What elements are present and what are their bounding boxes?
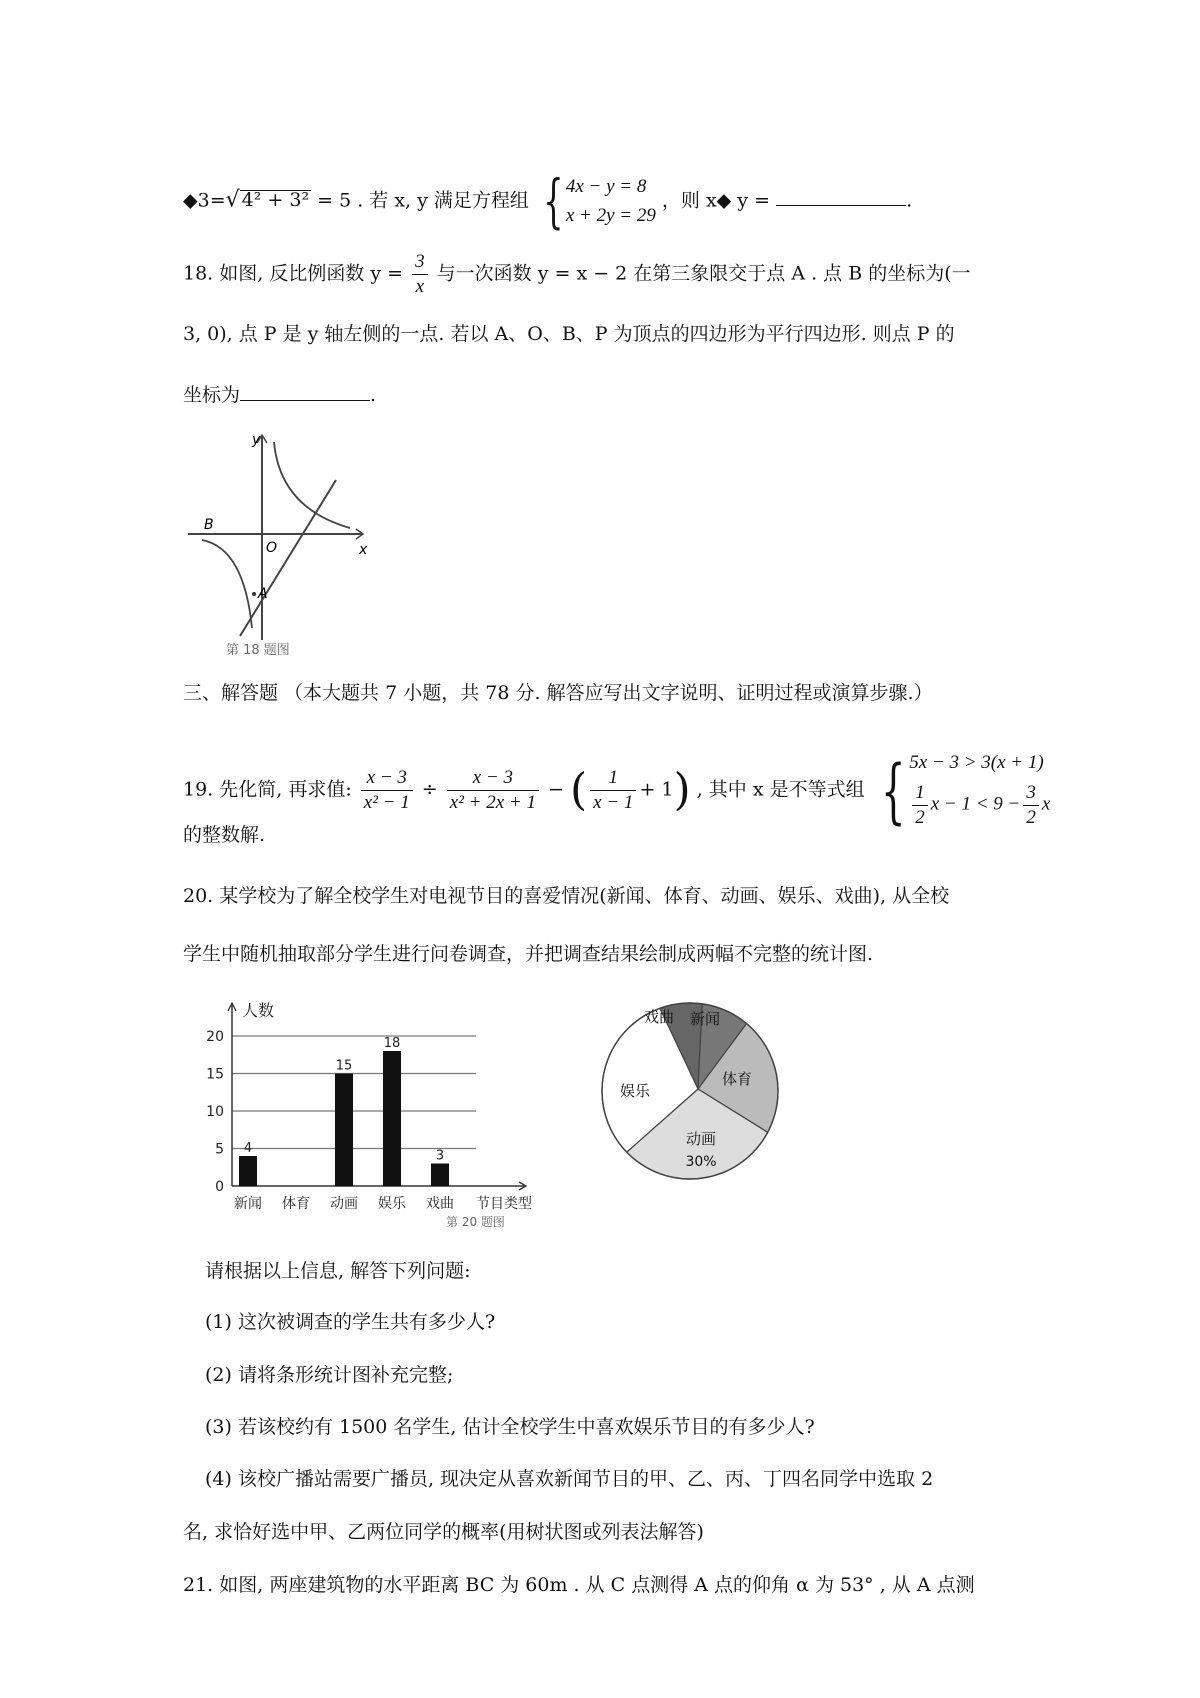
bar-ytick-label: 0 — [215, 1179, 224, 1195]
q20-sub1: (1) 这次被调查的学生共有多少人? — [205, 1311, 496, 1333]
q18-fraction — [412, 250, 428, 299]
q18-line2: 3, 0), 点 P 是 y 轴左侧的一点. 若以 A、O、B、P 为顶点的四边形为平行四边形. 则点 P 的 — [183, 323, 955, 345]
q18-caption: 第 18 题图 — [226, 643, 290, 658]
q18-figure — [182, 428, 372, 660]
q18-label-y: y — [252, 432, 261, 448]
q18-frac-num: 3 — [412, 250, 428, 275]
q19-ineq2 — [909, 781, 1050, 830]
q18-line1-b: 与一次函数 y = x − 2 在第三象限交于点 A . 点 B 的坐标为(一 — [436, 262, 971, 285]
q18-line1-a: 18. 如图, 反比例函数 y = — [183, 262, 404, 285]
bar-data-label: 3 — [435, 1148, 445, 1164]
q18-label-A: A — [258, 586, 268, 602]
q18-line3 — [183, 386, 376, 405]
bar-ytick-label: 5 — [215, 1141, 224, 1158]
q19-ineq2-mid: x − 1 < 9 − — [930, 793, 1021, 815]
bar-data-label: 4 — [243, 1141, 253, 1156]
bar-0 — [239, 1156, 257, 1186]
q17-answer-blank[interactable] — [776, 191, 906, 206]
q19-f1-num: x − 3 — [361, 766, 413, 791]
q17-result: = 5 . 若 x, y 满足方程组 — [317, 189, 529, 212]
bar-category-label: 动画 — [330, 1196, 358, 1212]
q19-lead: 19. 先化简, 再求值: — [183, 778, 352, 801]
q19-ineq2-a-den: 2 — [915, 806, 925, 828]
bar-ytick-label: 15 — [206, 1066, 224, 1083]
q18-point-A — [252, 592, 256, 596]
q19-f3-num: 1 — [590, 766, 636, 791]
bar-data-label: 18 — [383, 1036, 401, 1051]
q18-hyperbola-q1 — [274, 442, 350, 528]
q17-brace: { — [543, 167, 564, 236]
q19-minus: − — [548, 778, 564, 801]
bar-ylabel: 人数 — [242, 1001, 275, 1020]
q19-f1-den: x² − 1 — [363, 792, 410, 814]
q19-ineq2-b-den: 2 — [1026, 806, 1036, 828]
q19-line2: 的整数解. — [183, 824, 266, 846]
q19-ineq2-end: x — [1041, 793, 1051, 815]
q20-line2: 学生中随机抽取部分学生进行问卷调查，并把调查结果绘制成两幅不完整的统计图. — [183, 943, 874, 965]
bar-category-label: 新闻 — [234, 1196, 262, 1212]
pie-percent-label: 30% — [685, 1154, 717, 1170]
q18-label-B: B — [204, 517, 214, 533]
section3-heading: 三、解答题 （本大题共 7 小题，共 78 分. 解答应写出文字说明、证明过程或演算步骤.） — [183, 682, 933, 704]
q20-sub4-a: (4) 该校广播站需要广播员, 现决定从喜欢新闻节目的甲、乙、丙、丁四名同学中选取 2 — [205, 1468, 934, 1490]
q20-sub4-b: 名, 求恰好选中甲、乙两位同学的概率(用树状图或列表法解答) — [183, 1521, 704, 1543]
q20-caption: 第 20 题图 — [446, 1215, 505, 1229]
q17-eq1: 4x − y = 8 — [565, 176, 647, 197]
bar-category-label: 娱乐 — [378, 1196, 406, 1212]
q19-f2-den: x² + 2x + 1 — [449, 792, 536, 814]
bar-3 — [383, 1051, 401, 1186]
q19-div: ÷ — [421, 778, 438, 801]
q18-line-graph — [240, 480, 336, 636]
q19-plus1: + 1 — [639, 778, 674, 801]
bar-4 — [431, 1164, 449, 1187]
q18-line3-end: . — [370, 384, 377, 406]
q17-system — [566, 172, 656, 231]
q18-frac-den: x — [415, 275, 425, 297]
pie-label: 体育 — [721, 1070, 753, 1088]
q19-ineq1: 5x − 3 > 3(x + 1) — [909, 752, 1044, 773]
bar-data-label: 15 — [335, 1058, 353, 1074]
q19-ineq-system — [909, 752, 1050, 829]
q19-line1 — [183, 749, 1051, 832]
q19-f2-num: x − 3 — [447, 766, 539, 791]
pie-label: 娱乐 — [619, 1082, 651, 1100]
q19-ineq2-b-num: 3 — [1023, 781, 1039, 806]
q18-line3-text: 坐标为 — [183, 384, 241, 406]
q21-line1: 21. 如图, 两座建筑物的水平距离 BC 为 60m . 从 C 点测得 A 点的仰角 α 为 53° , 从 A 点测 — [183, 1574, 975, 1596]
q18-answer-blank[interactable] — [240, 386, 370, 401]
pie-label: 戏曲 — [643, 1008, 675, 1026]
bar-category-label: 戏曲 — [426, 1196, 454, 1212]
q19-mid: , 其中 x 是不等式组 — [696, 778, 865, 801]
q20-line1: 20. 某学校为了解全校学生对电视节目的喜爱情况(新闻、体育、动画、娱乐、戏曲), 从全校 — [183, 885, 950, 907]
q17-ask: ，则 x◆ y = — [661, 189, 771, 212]
q20-sub2: (2) 请将条形统计图补充完整; — [205, 1364, 454, 1386]
q19-rparen: ) — [673, 764, 691, 816]
pie-label: 新闻 — [689, 1010, 721, 1028]
q18-hyperbola-q3 — [202, 540, 252, 628]
q17-end: . — [906, 189, 913, 212]
q18-label-x: x — [359, 542, 368, 558]
q18-line1 — [183, 250, 971, 299]
q19-ineq2-frac-b — [1023, 781, 1039, 830]
bar-2 — [335, 1074, 353, 1187]
q19-ineq2-frac-a — [912, 781, 928, 830]
q18-label-O: O — [266, 540, 278, 556]
q20-bar-chart — [196, 990, 556, 1230]
bar-ytick-label: 20 — [206, 1029, 224, 1045]
q19-frac1 — [361, 766, 413, 815]
q17-lead: ◆3= — [183, 189, 226, 212]
q19-f3-den: x − 1 — [593, 792, 634, 814]
pie-label: 动画 — [685, 1130, 717, 1148]
q17-sqrt: 4² + 3² — [241, 189, 310, 212]
q17-line: ◆3=√ 4² + 3² = 5 . 若 x, y 满足方程组 { 4x − y = 8 x + 2y = 29 ，则 x◆ y = . — [183, 167, 913, 236]
q17-eq2: x + 2y = 29 — [565, 205, 656, 227]
q19-frac3 — [590, 766, 636, 815]
q19-ineq2-a-num: 1 — [912, 781, 928, 806]
q19-brace: { — [880, 749, 906, 832]
q19-frac2 — [447, 766, 539, 815]
q20-prompt: 请根据以上信息, 解答下列问题: — [205, 1260, 471, 1282]
bar-category-label: 体育 — [282, 1196, 310, 1212]
bar-ytick-label: 10 — [206, 1104, 224, 1120]
q19-lparen: ( — [570, 764, 588, 816]
q20-pie-chart — [595, 996, 785, 1186]
q20-sub3: (3) 若该校约有 1500 名学生, 估计全校学生中喜欢娱乐节目的有多少人? — [205, 1416, 815, 1438]
bar-xlabel: 节目类型 — [476, 1196, 532, 1212]
